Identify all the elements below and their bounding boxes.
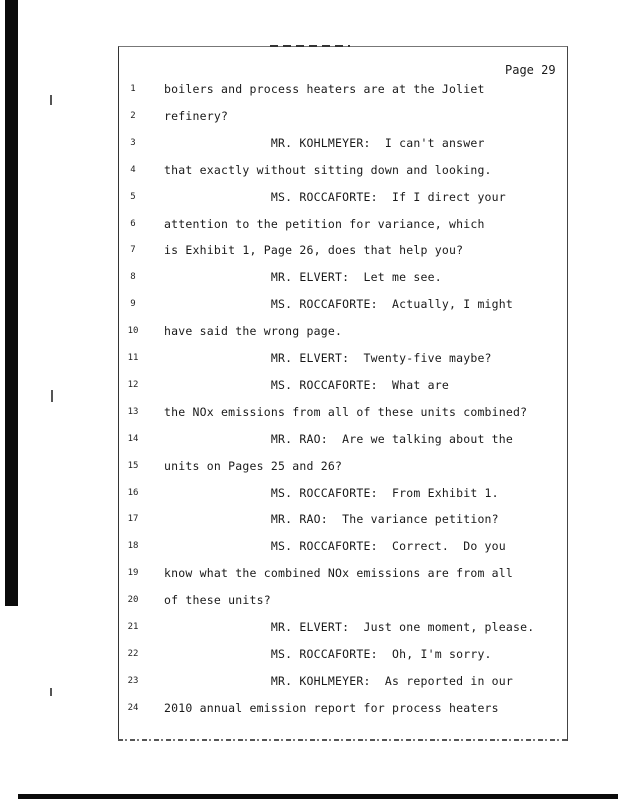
scan-bottom-edge-bar — [18, 794, 618, 799]
transcript-line — [118, 376, 566, 394]
line-text: have said the wrong page. — [164, 324, 343, 339]
line-text: that exactly without sitting down and looking. — [164, 162, 492, 177]
line-number: 13 — [127, 406, 139, 417]
line-number: 9 — [130, 299, 136, 310]
line-number: 16 — [127, 487, 139, 498]
transcript-line — [118, 591, 566, 609]
line-number: 19 — [127, 568, 139, 579]
line-number: 12 — [127, 379, 139, 390]
line-text: MR. RAO: The variance petition? — [164, 512, 499, 527]
scan-speck — [50, 95, 52, 105]
line-number: 15 — [127, 460, 139, 471]
line-number: 5 — [130, 191, 136, 202]
scan-speck — [51, 390, 53, 402]
transcript-line — [118, 241, 566, 259]
line-text: the NOx emissions from all of these units combined? — [164, 404, 528, 419]
line-text: boilers and process heaters are at the Joliet — [164, 82, 485, 96]
page-bottom-edge — [118, 739, 568, 741]
line-text: MS. ROCCAFORTE: From Exhibit 1. — [164, 485, 499, 500]
line-text: MR. ELVERT: Twenty-five maybe? — [164, 351, 492, 365]
page-number: Page 29 — [505, 63, 556, 77]
line-text: MS. ROCCAFORTE: What are — [164, 377, 449, 392]
transcript-line — [118, 403, 566, 421]
line-text: MR. RAO: Are we talking about the — [164, 431, 514, 446]
line-text: is Exhibit 1, Page 26, does that help you? — [164, 243, 464, 258]
transcript-line — [118, 430, 566, 448]
line-number: 23 — [127, 675, 139, 686]
transcript-line — [118, 645, 566, 663]
line-number: 3 — [130, 137, 136, 148]
line-number: 1 — [130, 84, 136, 94]
scan-speck — [50, 688, 52, 696]
transcript-line — [118, 672, 566, 690]
transcript-line — [118, 537, 566, 555]
transcript-line — [118, 188, 566, 206]
line-text: of these units? — [164, 593, 271, 608]
transcript-line — [118, 295, 566, 313]
line-number: 6 — [130, 218, 136, 229]
transcript-line — [118, 699, 566, 717]
line-text: MS. ROCCAFORTE: Correct. Do you — [164, 539, 506, 554]
line-text: MS. ROCCAFORTE: If I direct your — [164, 189, 506, 204]
transcript-line — [118, 618, 566, 636]
transcript-line — [118, 510, 566, 528]
transcript-line — [118, 161, 566, 179]
transcript-line — [118, 215, 566, 233]
line-number: 2 — [130, 110, 136, 121]
line-text: MS. ROCCAFORTE: Oh, I'm sorry. — [164, 646, 492, 661]
line-number: 21 — [127, 622, 139, 632]
line-text: attention to the petition for variance, which — [164, 216, 485, 231]
line-text: MS. ROCCAFORTE: Actually, I might — [164, 297, 514, 312]
line-number: 14 — [127, 433, 139, 444]
transcript-line — [118, 80, 566, 98]
line-number: 17 — [127, 514, 139, 525]
line-number: 4 — [130, 164, 136, 175]
line-number: 18 — [127, 541, 139, 552]
line-text: MR. ELVERT: Let me see. — [164, 270, 442, 285]
transcript-line — [118, 484, 566, 502]
line-text: MR. ELVERT: Just one moment, please. — [164, 620, 535, 634]
transcript-line — [118, 134, 566, 152]
transcript-line — [118, 322, 566, 340]
line-text: 2010 annual emission report for process heaters — [164, 700, 499, 715]
transcript-line — [118, 457, 566, 475]
line-number: 10 — [127, 326, 139, 337]
line-text: know what the combined NOx emissions are from all — [164, 566, 514, 581]
line-text: MR. KOHLMEYER: As reported in our — [164, 673, 514, 688]
line-number: 24 — [127, 702, 139, 713]
transcript-line — [118, 564, 566, 582]
line-number: 20 — [127, 595, 139, 606]
transcript-line — [118, 349, 566, 367]
line-number: 22 — [127, 648, 139, 659]
page-top-edge — [270, 45, 350, 47]
line-number: 8 — [130, 272, 136, 283]
line-text: refinery? — [164, 108, 229, 123]
line-number: 11 — [127, 353, 139, 363]
scan-left-edge-bar — [5, 0, 18, 606]
line-text: MR. KOHLMEYER: I can't answer — [164, 135, 485, 150]
transcript-line — [118, 107, 566, 125]
line-text: units on Pages 25 and 26? — [164, 458, 343, 473]
line-number: 7 — [130, 245, 136, 256]
transcript-line — [118, 268, 566, 286]
